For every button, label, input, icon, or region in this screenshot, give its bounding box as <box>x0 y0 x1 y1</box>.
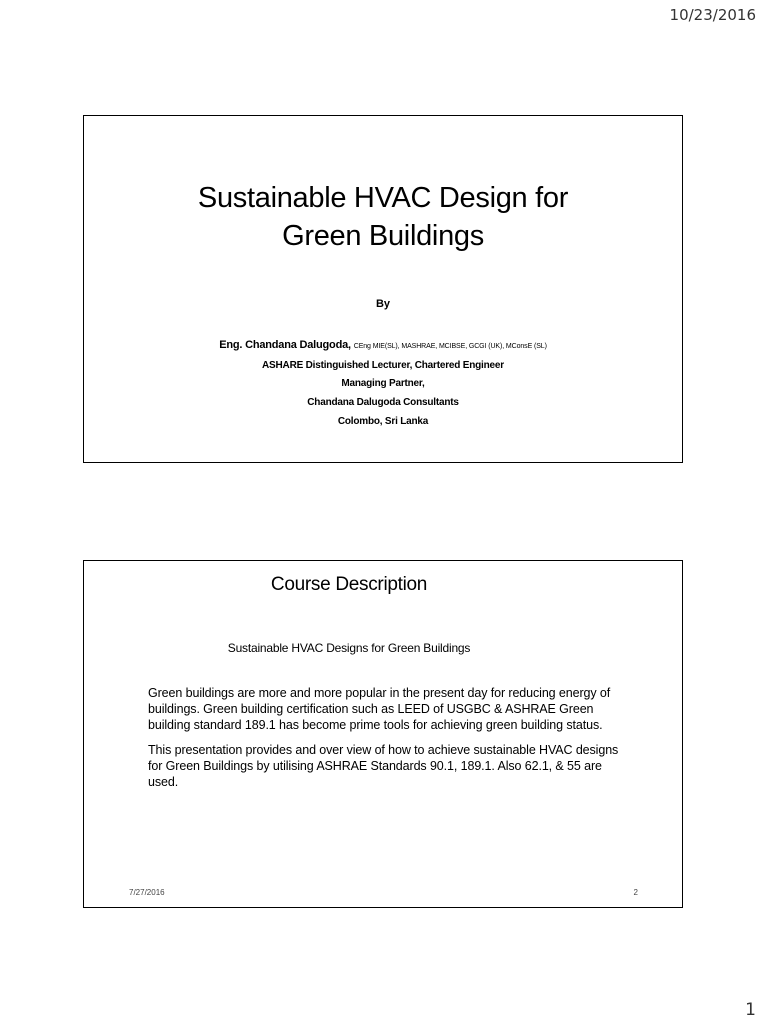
slide-course-description <box>83 560 683 908</box>
slide-heading: Course Description <box>270 574 428 595</box>
author-role: ASHARE Distinguished Lecturer, Chartered Engineer <box>262 360 504 371</box>
author-credentials: CEng MIE(SL), MASHRAE, MCIBSE, GCGI (UK), MConsE (SL) <box>353 343 547 350</box>
slide-subheading: Sustainable HVAC Designs for Green Buildings <box>227 641 471 655</box>
page-number: 1 <box>745 1000 756 1020</box>
slide-footer-number: 2 <box>633 888 638 897</box>
author-position: Managing Partner, <box>341 378 425 389</box>
by-label: By <box>375 298 391 310</box>
author-line <box>84 339 682 351</box>
author-name: Eng. Chandana Dalugoda, <box>219 339 351 351</box>
slide-body <box>148 685 628 799</box>
body-paragraph-1: Green buildings are more and more popular in the present day for reducing energy of buildings. Green building certification such as LEED of USGBC & ASHRAE Green building standard 189.1 has become prime tools for achieving green building status. <box>148 686 611 732</box>
body-paragraph-2: This presentation provides and over view of how to achieve sustainable HVAC designs for Green Buildings by utilising ASHRAE Standards 90.1, 189.1. Also 62.1, & 55 are used. <box>148 743 619 789</box>
page-date: 10/23/2016 <box>669 6 756 24</box>
title-line-2: Green Buildings <box>282 220 484 252</box>
title-line-1: Sustainable HVAC Design for <box>197 182 569 214</box>
author-company: Chandana Dalugoda Consultants <box>307 397 459 408</box>
slide-title <box>83 115 683 463</box>
author-location: Colombo, Sri Lanka <box>337 416 429 427</box>
slide-footer-date: 7/27/2016 <box>129 888 165 897</box>
presentation-title <box>84 179 682 255</box>
